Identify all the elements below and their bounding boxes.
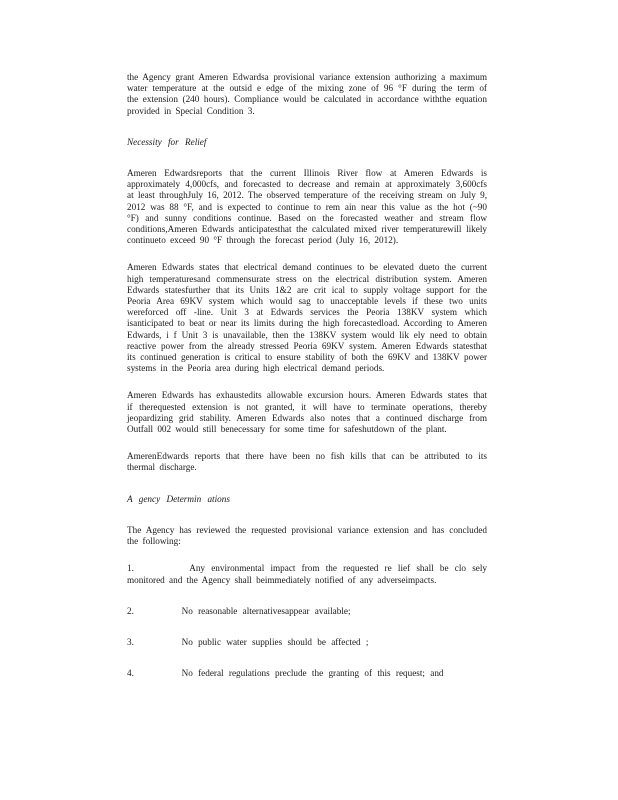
intro-paragraph: the Agency grant Ameren Edwardsa provisional variance extension authorizing a maximum water temperature at the outsid e edge of the mixing zone of 96 °F during the term of the extension (240 hours). Compliance would be calculated in accordance withthe equation provided in Special Condition 3.	[127, 72, 487, 116]
agency-determinations-heading: A gency Determin ations	[127, 493, 230, 504]
necessity-heading: Necessity for Relief	[127, 136, 207, 147]
excursion-hours-paragraph: Ameren Edwards has exhaustedits allowable excursion hours. Ameren Edwards states that if therequested extension is not granted, it will have to terminate operations, thereby jeopardizing grid stability. Ameren Edwards also notes that a continued discharge from Outfall 002 would still benecessary for some time for safeshutdown of the plant.	[127, 390, 487, 435]
fish-kills-paragraph: AmerenEdwards reports that there have been no fish kills that can be attributed to its thermal discharge.	[127, 451, 487, 473]
list-item-number: 2.	[127, 605, 134, 616]
list-item-number: 3.	[127, 636, 134, 647]
list-item-number: 1.	[127, 563, 134, 574]
list-item-number: 4.	[127, 668, 134, 679]
list-item	[127, 637, 487, 648]
document-body	[127, 72, 487, 679]
electrical-demand-paragraph: Ameren Edwards states that electrical demand continues to be elevated dueto the current high temperaturesand commensurate stress on the electrical distribution system. Ameren Edwards statesfurther that its Units 1&2 are crit ical to supply voltage support for the Peoria Area 69KV system which would sag to unacceptable levels if these two units wereforced off -line. Unit 3 at Edwards services the Peoria 138KV system which isanticipated to beat or near its limits during the high forecastedload. According to Ameren Edwards, i f Unit 3 is unavailable, then the 138KV system would lik ely need to obtain reactive power from the already stressed Peoria 69KV system. Ameren Edwards statesthat its continued generation is critical to ensure stability of both the 69KV and 138KV power systems in the Peoria area during high electrical demand periods.	[127, 262, 487, 374]
list-item	[127, 606, 487, 617]
list-item-text: No federal regulations preclude the granting of this request; and	[181, 668, 444, 679]
river-flow-paragraph: Ameren Edwardsreports that the current Illinois River flow at Ameren Edwards is approximately 4,000cfs, and forecasted to decrease and remain at approximately 3,600cfs at least throughJuly 16, 2012. The observed temperature of the receiving stream on July 9, 2012 was 88 °F, and is expected to continue to rem ain near this value as the hot (~90 °F) and sunny conditions continue. Based on the forecasted weather and stream flow conditions,Ameren Edwards anticipatesthat the calculated mixed river temperaturewill likely continueto exceed 90 °F through the forecast period (July 16, 2012).	[127, 168, 487, 246]
list-item	[127, 668, 487, 679]
list-item-text: No public water supplies should be affected ;	[181, 636, 369, 647]
list-item-text: No reasonable alternativesappear available;	[181, 605, 351, 616]
list-item-text: Any environmental impact from the requested re lief shall be clo sely monitored and the Agency shall beimmediately notified of any adverseimpacts.	[127, 563, 487, 585]
agency-review-paragraph: The Agency has reviewed the requested provisional variance extension and has concluded the following:	[127, 524, 487, 547]
list-item	[127, 563, 487, 585]
